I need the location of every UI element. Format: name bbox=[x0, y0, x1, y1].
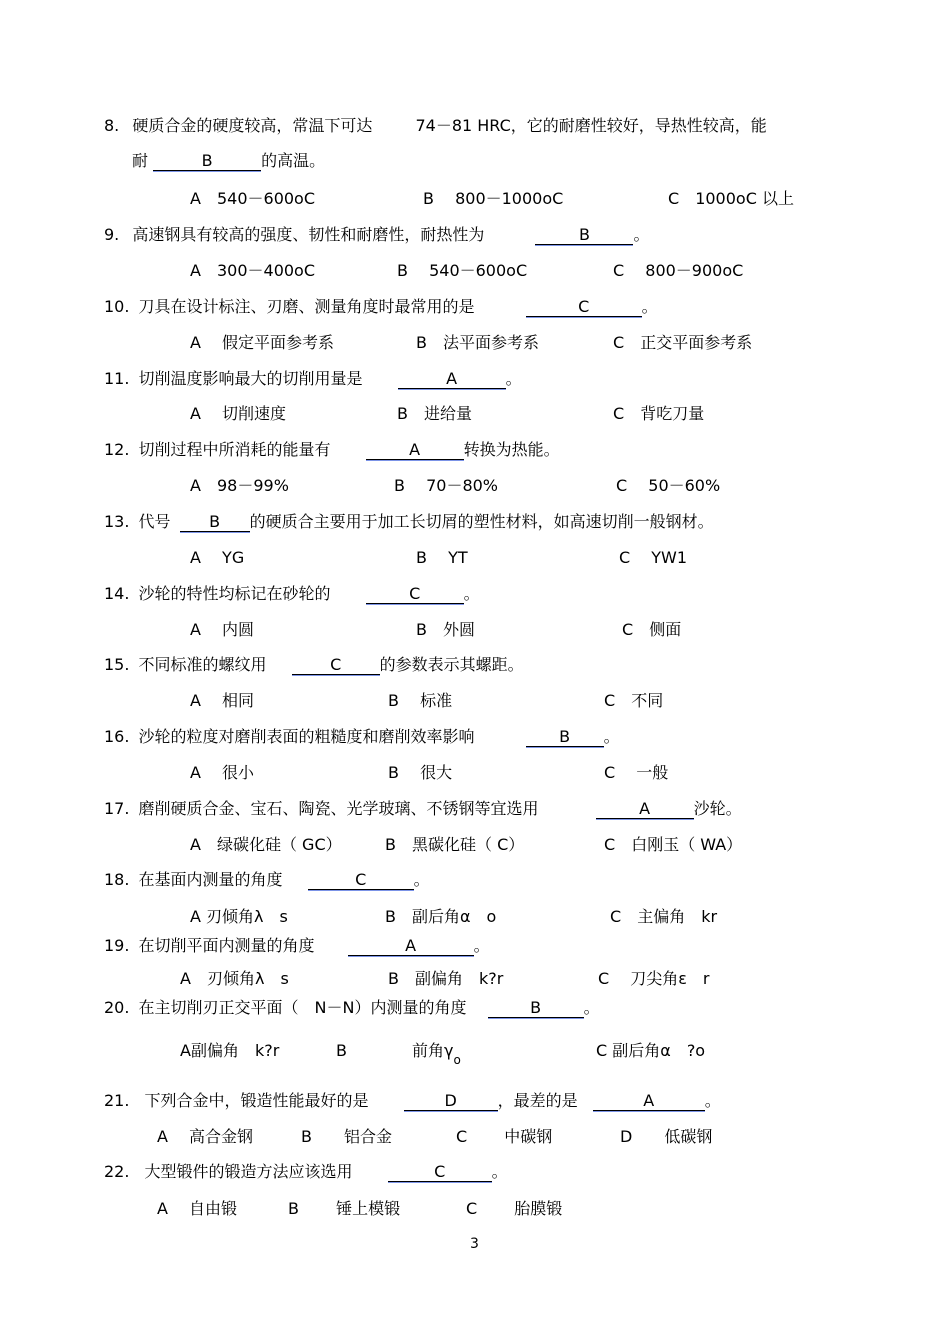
option-a: A 刃倾角λ s bbox=[190, 907, 288, 926]
question-text: 的高温。 bbox=[261, 151, 326, 170]
page-number: 3 bbox=[470, 1236, 479, 1252]
question-22: 22. 大型锻件的锻造方法应该选用 C 。 bbox=[104, 1162, 508, 1181]
option-b: B 进给量 bbox=[397, 404, 473, 423]
question-number: 8. bbox=[104, 116, 120, 135]
option-a: A 切削速度 bbox=[190, 404, 287, 423]
option-b: B 70－80% bbox=[394, 476, 499, 495]
option-b: B 标准 bbox=[388, 691, 453, 710]
option-c: C 侧面 bbox=[622, 620, 682, 639]
question-9: 9. 高速钢具有较高的强度、韧性和耐磨性，耐热性为 B 。 bbox=[104, 225, 650, 244]
subscript: o bbox=[453, 1053, 461, 1067]
question-text: 沙轮的粒度对磨削表面的粗糙度和磨削效率影响 bbox=[138, 727, 475, 746]
question-18: 18. 在基面内测量的角度 C 。 bbox=[104, 870, 430, 889]
answer-blank: A bbox=[348, 936, 474, 956]
question-8 bbox=[104, 116, 767, 136]
option-c: C YW1 bbox=[619, 548, 688, 567]
question-number: 13. bbox=[104, 512, 130, 531]
option-b: B YT bbox=[416, 548, 468, 567]
question-8-line2 bbox=[132, 151, 325, 171]
question-text: 在切削平面内测量的角度 bbox=[138, 936, 315, 955]
option-c: C 800－900oC bbox=[613, 261, 744, 280]
answer-blank: B bbox=[535, 225, 633, 245]
option-c: C 背吃刀量 bbox=[613, 404, 705, 423]
option-a: A 300－400oC bbox=[190, 261, 316, 280]
option-c: C 一般 bbox=[604, 763, 669, 782]
option-c: C 正交平面参考系 bbox=[613, 333, 753, 352]
question-text: 磨削硬质合金、宝石、陶瓷、光学玻璃、不锈钢等宜选用 bbox=[138, 799, 539, 818]
option-b: B 副后角α o bbox=[385, 907, 497, 926]
option-a: A 很小 bbox=[190, 763, 255, 782]
option-a: A副偏角 k?r bbox=[180, 1041, 280, 1060]
option-a: A 内圆 bbox=[190, 620, 255, 639]
option-b-text: 前角$\gamma_o$ bbox=[412, 1041, 461, 1067]
question-text: 切削过程中所消耗的能量有 bbox=[138, 440, 331, 459]
question-number: 18. bbox=[104, 870, 130, 889]
question-11: 11. 切削温度影响最大的切削用量是 A 。 bbox=[104, 369, 522, 388]
question-number: 10. bbox=[104, 297, 130, 316]
question-number: 12. bbox=[104, 440, 130, 459]
option-b: B 540－600oC bbox=[397, 261, 528, 280]
question-16: 16. 沙轮的粒度对磨削表面的粗糙度和磨削效率影响 B 。 bbox=[104, 727, 620, 746]
option-c: C 副后角α ?o bbox=[596, 1041, 706, 1060]
option-c: C 中碳钢 bbox=[456, 1127, 553, 1146]
question-number: 11. bbox=[104, 369, 130, 388]
question-15: 15. 不同标准的螺纹用 C 的参数表示其螺距。 bbox=[104, 655, 524, 674]
answer-blank: B bbox=[180, 512, 250, 532]
option-c: C 主偏角 kr bbox=[610, 907, 718, 926]
answer-blank: A bbox=[596, 799, 694, 819]
question-text: 高速钢具有较高的强度、韧性和耐磨性，耐热性为 bbox=[132, 225, 485, 244]
question-17: 17. 磨削硬质合金、宝石、陶瓷、光学玻璃、不锈钢等宜选用 A 沙轮。 bbox=[104, 799, 742, 818]
option-a: A 高合金钢 bbox=[157, 1127, 254, 1146]
option-b: B 很大 bbox=[388, 763, 453, 782]
question-text: 刀具在设计标注、刃磨、测量角度时最常用的是 bbox=[138, 297, 475, 316]
option-a: A YG bbox=[190, 548, 245, 567]
question-number: 16. bbox=[104, 727, 130, 746]
option-c: C 胎膜锻 bbox=[466, 1199, 563, 1218]
option-c: C 刀尖角ε r bbox=[598, 969, 710, 988]
option-a: A 540－600oC bbox=[190, 189, 316, 208]
answer-blank: D bbox=[404, 1091, 498, 1111]
question-19: 19. 在切削平面内测量的角度 A 。 bbox=[104, 936, 490, 955]
question-text: 硬质合金的硬度较高，常温下可达 bbox=[132, 116, 373, 135]
answer-blank: C bbox=[292, 655, 380, 675]
answer-blank: C bbox=[388, 1162, 492, 1182]
option-a: A 98－99% bbox=[190, 476, 289, 495]
answer-blank: B bbox=[488, 998, 584, 1018]
question-10: 10. 刀具在设计标注、刃磨、测量角度时最常用的是 C 。 bbox=[104, 297, 658, 316]
option-a: A 刃倾角λ s bbox=[180, 969, 289, 988]
question-text: 代号 bbox=[138, 512, 171, 531]
question-text: 不同标准的螺纹用 bbox=[138, 655, 267, 674]
question-number: 22. bbox=[104, 1162, 130, 1181]
question-13: 13. 代号 B 的硬质合主要用于加工长切屑的塑性材料，如高速切削一般钢材。 bbox=[104, 512, 714, 531]
option-b: B 铝合金 bbox=[301, 1127, 393, 1146]
answer-blank: B bbox=[153, 151, 261, 171]
option-b: B 黑碳化硅（ C） bbox=[385, 835, 525, 854]
answer-blank: A bbox=[398, 369, 506, 389]
option-b: B 800－1000oC bbox=[423, 189, 564, 208]
option-b: B 外圆 bbox=[416, 620, 476, 639]
question-number: 19. bbox=[104, 936, 130, 955]
question-text: 在主切削刃正交平面（ N－N）内测量的角度 bbox=[138, 998, 467, 1017]
option-a: A 相同 bbox=[190, 691, 255, 710]
question-number: 15. bbox=[104, 655, 130, 674]
question-number: 20. bbox=[104, 998, 130, 1017]
option-c: C 1000oC 以上 bbox=[668, 189, 794, 208]
answer-blank: B bbox=[526, 727, 604, 747]
question-20: 20. 在主切削刃正交平面（ N－N）内测量的角度 B 。 bbox=[104, 998, 600, 1017]
question-text: 耐 bbox=[132, 151, 149, 170]
question-text: 切削温度影响最大的切削用量是 bbox=[138, 369, 363, 388]
question-text: 大型锻件的锻造方法应该选用 bbox=[144, 1162, 353, 1181]
answer-blank: C bbox=[308, 870, 414, 890]
question-number: 21. bbox=[104, 1091, 130, 1110]
question-number: 14. bbox=[104, 584, 130, 603]
question-text: 下列合金中，锻造性能最好的是 bbox=[144, 1091, 369, 1110]
question-14: 14. 沙轮的特性均标记在砂轮的 C 。 bbox=[104, 584, 480, 603]
question-21: 21. 下列合金中，锻造性能最好的是 D ，最差的是 A 。 bbox=[104, 1091, 721, 1110]
option-d: D 低碳钢 bbox=[620, 1127, 713, 1146]
option-c: C 不同 bbox=[604, 691, 664, 710]
answer-blank-2: A bbox=[593, 1091, 705, 1111]
question-number: 9. bbox=[104, 225, 120, 244]
option-b: B 锤上模锻 bbox=[288, 1199, 401, 1218]
answer-blank: C bbox=[526, 297, 642, 317]
question-12: 12. 切削过程中所消耗的能量有 A 转换为热能。 bbox=[104, 440, 560, 459]
answer-blank: C bbox=[366, 584, 464, 604]
option-a: A 绿碳化硅（ GC） bbox=[190, 835, 342, 854]
question-text: 在基面内测量的角度 bbox=[138, 870, 283, 889]
option-b: B 副偏角 k?r bbox=[388, 969, 504, 988]
option-a: A 自由锻 bbox=[157, 1199, 238, 1218]
option-c: C 50－60% bbox=[616, 476, 721, 495]
option-c: C 白刚玉（ WA） bbox=[604, 835, 743, 854]
question-text: 74－81 HRC，它的耐磨性较好，导热性较高，能 bbox=[415, 116, 767, 135]
option-b: B bbox=[336, 1041, 347, 1060]
question-number: 17. bbox=[104, 799, 130, 818]
answer-blank: A bbox=[366, 440, 464, 460]
option-a: A 假定平面参考系 bbox=[190, 333, 335, 352]
question-text: 沙轮的特性均标记在砂轮的 bbox=[138, 584, 331, 603]
option-b: B 法平面参考系 bbox=[416, 333, 540, 352]
